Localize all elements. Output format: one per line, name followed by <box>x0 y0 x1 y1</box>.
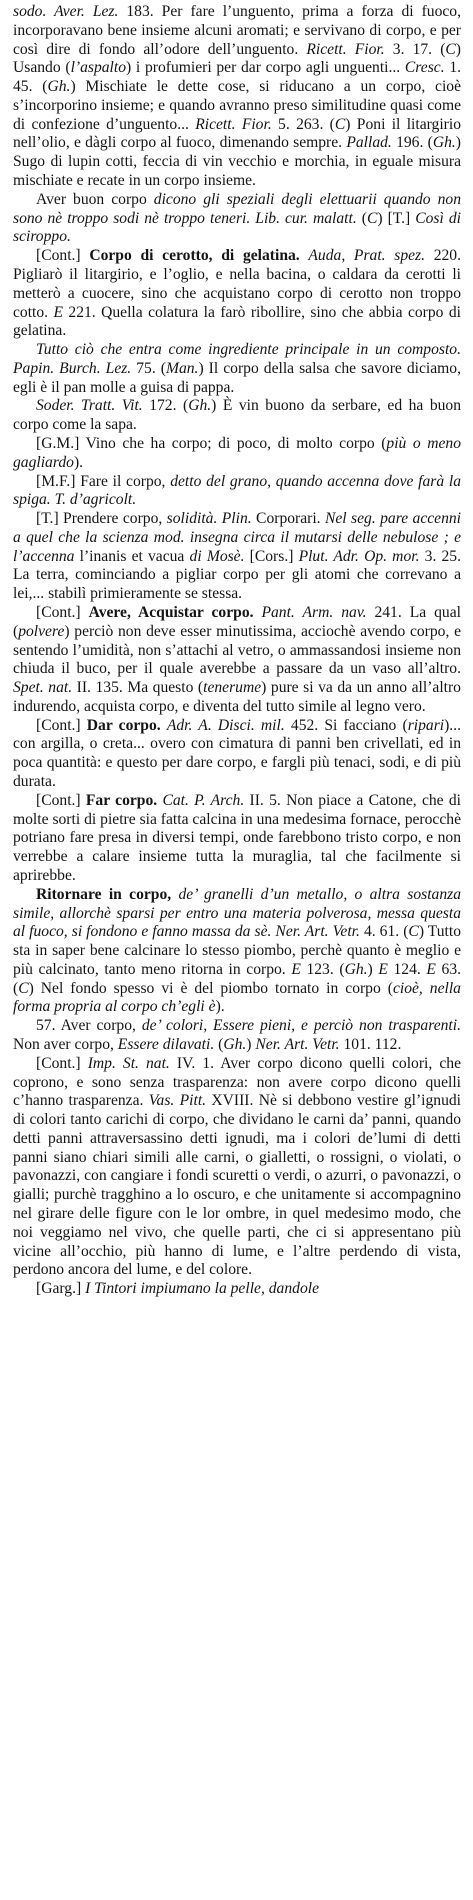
citation-italic-text: dandole <box>268 1280 319 1298</box>
citation-italic-text: più o meno gagliardo <box>13 434 461 471</box>
citation-italic-text: Auda, Prat. spez. <box>308 247 426 265</box>
citation-italic-text: di Mosè. <box>189 547 245 565</box>
citation-italic-text: sodo. Aver. Lez. <box>13 3 119 20</box>
body-text: ). <box>73 453 84 471</box>
citation-italic-text: I Tintori impiumano la pelle, <box>85 1280 265 1298</box>
citation-italic-text: l’aspalto <box>70 59 127 77</box>
body-text: ) [T.] <box>377 209 416 227</box>
body-text: ) pure si va da un anno all’altro indurendo, acquista corpo, e diventa del tutto simile al legno vero. <box>13 679 461 715</box>
citation-italic-text: tenerume <box>203 679 262 697</box>
body-text: 57. Aver corpo, <box>36 1017 142 1035</box>
citation-italic-text: Gh. <box>223 1035 247 1053</box>
citation-italic-text: Ricett. Fior. <box>195 115 272 133</box>
body-text: [Cors.] <box>244 547 299 565</box>
headword-phrase: Far corpo. <box>85 791 158 809</box>
body-text: 196. ( <box>391 134 433 152</box>
body-text: 241. La qual ( <box>13 604 461 640</box>
citation-italic-text: Gh. <box>432 134 456 152</box>
entry-paragraph <box>13 473 461 511</box>
body-text: [Cont.] <box>36 791 86 809</box>
entry-paragraph <box>13 510 461 604</box>
body-text: 3. 25. La terra, cominciando a pigliar corpo per gli atomi che correvano a lei,... stabilì primieramente se stessa. <box>13 547 461 603</box>
entry-paragraph <box>13 341 461 397</box>
citation-italic-text: ripari <box>407 716 445 734</box>
citation-italic-text: Gh. <box>47 78 71 96</box>
headword-phrase: Avere, Acquistar corpo. <box>88 604 254 621</box>
body-text: ). <box>215 998 225 1016</box>
body-text: ) Il corpo della salsa che savore diciamo, egli è il pan molle a guisa di pappa. <box>13 359 461 396</box>
body-text: ) <box>367 960 379 978</box>
citation-italic-text: Adr. A. Disci. mil. <box>166 716 285 734</box>
entry-paragraph <box>13 886 461 1017</box>
citation-italic-text: Man. <box>165 359 199 377</box>
citation-italic-text: Ner. Art. Vetr. <box>255 1035 340 1053</box>
entry-paragraph <box>13 191 461 247</box>
entry-paragraph <box>13 1280 461 1299</box>
body-text: II. 5. Non piace a Catone, che di molte sorti di pietre sia fatta calcina in una medesima fornace, perocchè potriano fare presa in diversi tempi, onde farebbono tristo corpo, e non verrebbe a calare insieme tutta la muraglia, tal che facilmente si aprirebbe. <box>13 791 461 884</box>
body-text: ) i profumieri per dar corpo agli unguenti... <box>126 59 405 77</box>
entry-paragraph <box>13 397 461 435</box>
citation-italic-text: Così di sciroppo. <box>13 209 461 246</box>
citation-italic-text: Ricett. Fior. <box>306 40 385 58</box>
citation-italic-text: Cresc. <box>404 59 445 77</box>
citation-italic-text: Soder. Tratt. Vit. <box>36 397 143 415</box>
body-text: Non aver corpo, <box>13 1035 118 1053</box>
body-text: 1. 45. ( <box>13 59 462 96</box>
body-text: ) Tutto sta in saper bene calcinare lo stesso piombo, perchè quanto è meglio e più calcinato, tanto meno ritorna in corpo. <box>13 923 461 978</box>
entry-paragraph <box>13 435 461 473</box>
body-text: 183. Per fare l’unguento, prima a forza di fuoco, incorporavano bene insieme alcuni aromati; e servivano di corpo, e per così dire di fondo all’odore dell’unguento. <box>13 3 461 58</box>
body-text: ( <box>214 1035 224 1053</box>
body-text: 75. ( <box>131 359 166 377</box>
entry-paragraph <box>13 1017 461 1055</box>
body-text: 5. 263. ( <box>271 115 335 133</box>
entry-paragraph <box>13 717 461 792</box>
body-text: 3. 17. ( <box>384 40 446 58</box>
body-text: [G.M.] Vino che ha corpo; di poco, di molto corpo ( <box>36 434 387 452</box>
citation-italic-text: Nel seg. pare accenni a quel che la scienza mod. insegna circa il mutarsi delle nebulose ; e l’accenna <box>13 510 462 565</box>
citation-italic-text: C <box>18 979 29 997</box>
body-text: Aver buon corpo <box>36 190 154 208</box>
body-text: 452. Si facciano ( <box>284 716 408 734</box>
citation-italic-text: Tutto ciò che entra come ingrediente principale in un composto. Papin. Burch. Lez. <box>13 341 461 377</box>
citation-italic-text: Pant. Arm. nav. <box>261 604 367 621</box>
body-text: ) Sugo di lupin cotti, feccia di vin vecchio e morchia, in eguale misura mischiate e recate in un corpo insieme. <box>13 134 461 190</box>
citation-italic-text: Plut. Adr. Op. mor. <box>298 547 420 565</box>
body-text: [Garg.] <box>36 1280 86 1298</box>
body-text: 221. Quella colatura la farò ribollire, sino che abbia corpo di gelatina. <box>13 303 461 340</box>
citation-italic-text: C <box>445 40 456 58</box>
body-text: 63. ( <box>13 960 462 997</box>
body-text: Corporari. <box>251 510 325 528</box>
body-text: 4. 61. ( <box>359 923 409 941</box>
citation-italic-text: Gh. <box>344 960 368 978</box>
body-text: 101. 112. <box>339 1035 402 1053</box>
headword-phrase: Dar corpo. <box>86 716 161 734</box>
citation-italic-text: Pallad. <box>346 134 392 152</box>
body-text: ) Usando ( <box>13 40 461 77</box>
citation-italic-text: cioè, nella forma propria al corpo ch’egli è <box>13 979 461 1016</box>
citation-italic-text: C <box>334 115 346 133</box>
entry-paragraph <box>13 792 461 886</box>
body-text: [Cont.] <box>36 247 90 265</box>
body-text: [Cont.] <box>36 604 89 621</box>
body-text: II. 135. Ma questo ( <box>72 679 204 697</box>
body-text: [Cont.] <box>36 716 87 734</box>
citation-italic-text: dicono gli speziali degli elettuarii quando non sono nè troppo sodi nè troppo teneri. Lib. cur. malatt. <box>13 190 461 227</box>
body-text: [M.F.] Fare il corpo, <box>36 472 171 490</box>
body-text: 123. ( <box>300 960 345 978</box>
citation-italic-text: Cat. P. Arch. <box>162 791 245 809</box>
entry-text-column <box>13 3 461 1299</box>
body-text: ) <box>246 1035 256 1053</box>
citation-italic-text: E <box>291 960 301 978</box>
body-text: )... con argilla, o creta... overo con cimatura di panni ben crivellati, ed in poca quantità: e questo per dare corpo, e fargli più tenaci, sodi, e di più durata. <box>13 716 461 791</box>
citation-italic-text: de’ colori, Essere pieni, e perciò non trasparenti. <box>141 1017 461 1035</box>
citation-italic-text: de’ granelli d’un metallo, o altra sostanza simile, allorchè sparsi per entro una materia polverosa, messa questa al fuoco, si fondono e fanno massa da sè. Ner. Art. Vetr. <box>13 885 461 941</box>
body-text: XVIII. Nè si debbono vestire gl’ignudi di colori tanto carichi di corpo, che dividano le carni da’ panni, quando detti panni attraversassino detti ignudi, ma i colori de’lumi di detti panni siano chiari simili alle carni, o gialletti, o rossigni, o violati, o pavonazzi, con cangiare i fondi scuretti o verdi, o azurri, o pavonazzi, o gialli; purchè tragghino a lo oscuro, e che unitamente si accompagnino nel girare delle figure con le lor ombre, in quel medesimo modo, che noi veggiamo nel vivo, che quelle parti, che ci si appresentano più vicine all’occhio, più hanno di lume, e l’altre perdendo di vista, perdono ancora del lume, e del colore. <box>13 1092 461 1279</box>
body-text: 124. <box>387 960 427 978</box>
body-text: ) È vin buono da serbare, ed ha buon corpo come la sapa. <box>13 397 462 434</box>
citation-italic-text: Vas. Pitt. <box>148 1092 207 1110</box>
citation-italic-text: Imp. St. nat. <box>87 1054 170 1072</box>
citation-italic-text: detto del grano, quando accenna dove farà la spiga. T. d’agricolt. <box>13 472 462 509</box>
citation-italic-text: Spet. nat. <box>13 679 73 697</box>
citation-italic-text: C <box>408 923 419 941</box>
citation-italic-text: E <box>53 303 64 321</box>
citation-italic-text: Essere dilavati. <box>117 1035 215 1053</box>
body-text: [Cont.] <box>36 1054 88 1072</box>
citation-italic-text: E <box>378 960 388 978</box>
body-text: 220. Pigliarò il litargirio, e l’oglio, e nella bacina, o caldara da cerotti li metterò a cuocere, sino che acquistano corpo di cerotto non troppo cotto. <box>13 247 462 321</box>
citation-italic-text: E <box>426 960 436 978</box>
headword-phrase: Corpo di cerotto, di gelatina. <box>89 247 300 265</box>
body-text: ( <box>356 209 367 227</box>
citation-italic-text: C <box>366 209 378 227</box>
citation-italic-text: polvere <box>18 622 65 640</box>
body-text: ) perciò non deve esser minutissima, acciochè avendo corpo, e sentendo l’umidità, non s’attachi al vetro, o ammassandosi insieme non chiuda il buco, per il quale averebbe a passare da un vaso all’altro. <box>13 622 461 678</box>
body-text: ) Nel fondo spesso vi è del piombo tornato in corpo ( <box>28 979 393 997</box>
headword-phrase: Ritornare in corpo, <box>36 885 172 903</box>
body-text: IV. 1. Aver corpo dicono quelli colori, che coprono, e sono senza trasparenza: non avere corpo dicono quelli c’hanno trasparenza. <box>13 1054 461 1110</box>
body-text: ) Mischiate le dette cose, si riducano a un corpo, cioè s’incorporino insieme; e quando avranno preso similitudine quasi come di confezione d’unguento... <box>13 78 461 133</box>
entry-paragraph <box>13 247 461 341</box>
body-text: l’inanis et vacua <box>74 547 190 565</box>
body-text: ) Poni il litargirio nell’olio, e dàgli corpo al fuoco, dimenando sempre. <box>13 115 461 152</box>
citation-italic-text: Gh. <box>188 397 212 415</box>
entry-paragraph <box>13 1055 461 1280</box>
body-text: 172. ( <box>142 397 189 415</box>
entry-paragraph <box>13 604 461 717</box>
body-text: [T.] Prendere corpo, <box>36 510 167 528</box>
entry-paragraph <box>13 3 461 191</box>
citation-italic-text: solidità. Plin. <box>166 510 252 528</box>
